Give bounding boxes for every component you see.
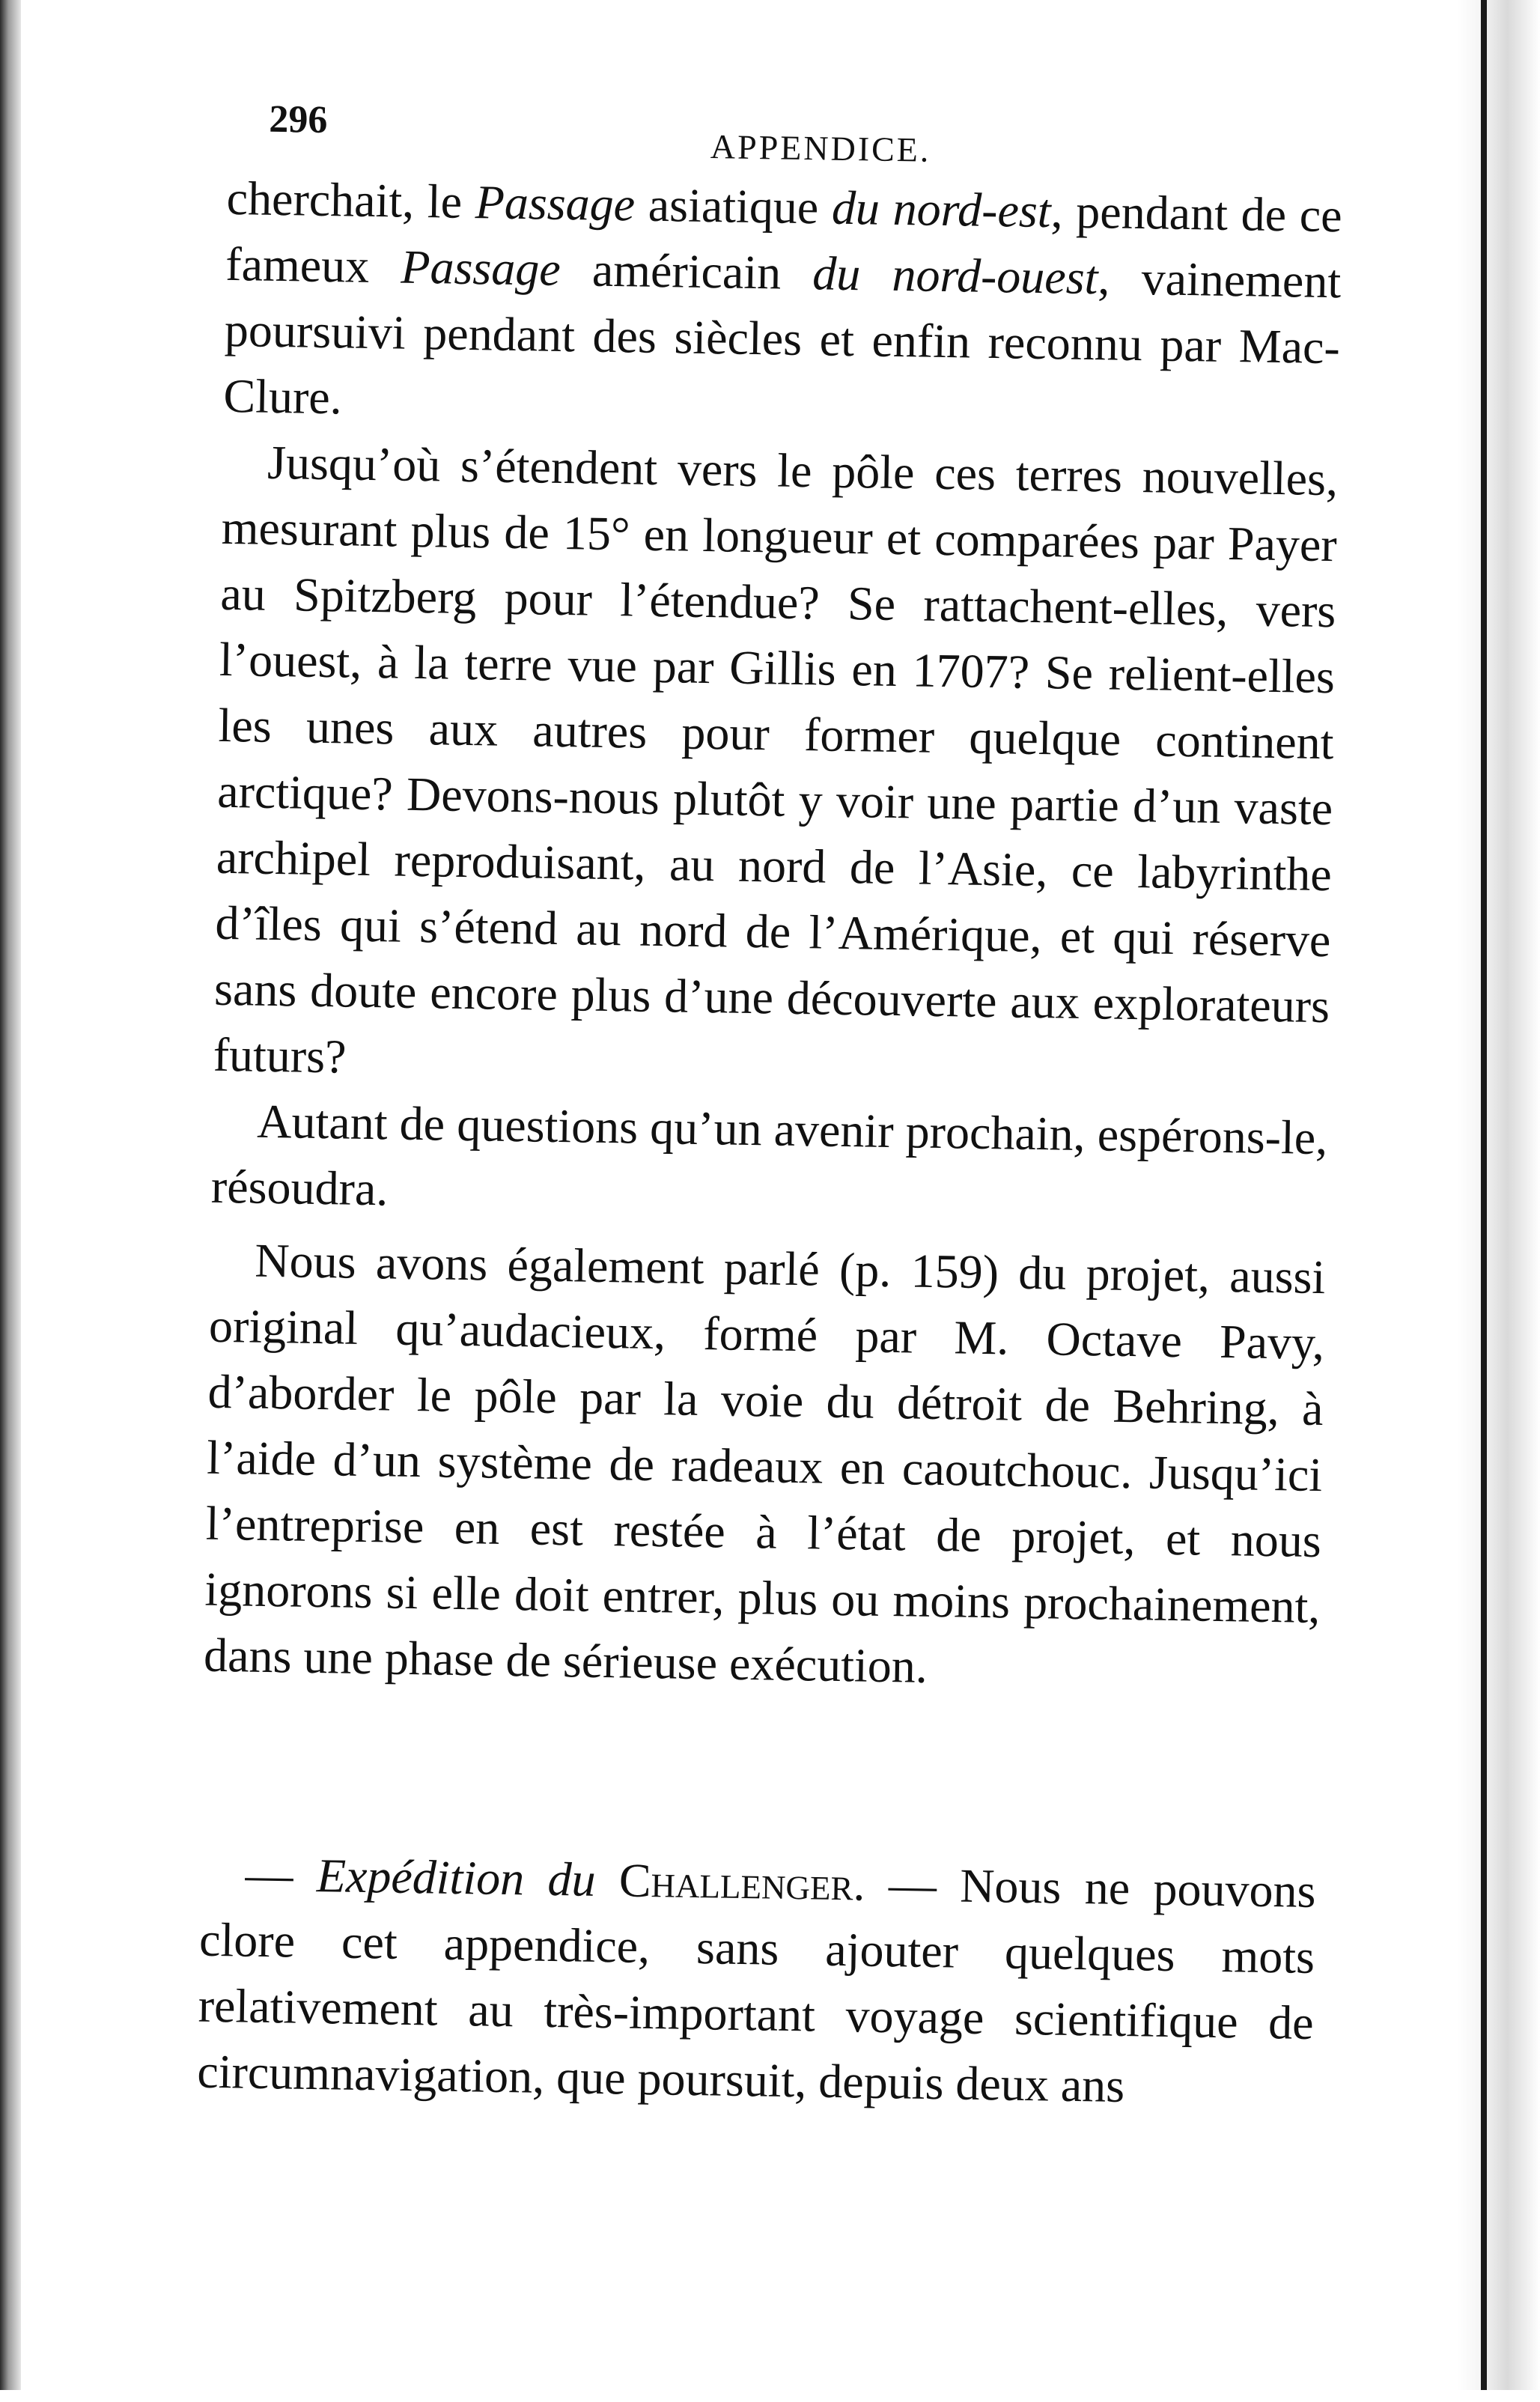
italic-run: Passage (475, 175, 636, 231)
italic-run: du nord-est (831, 180, 1052, 238)
italic-run: du nord-ouest (812, 246, 1099, 305)
paragraph-conclusion: Autant de questions qu’un avenir prochain, espérons-le, résoudra. (210, 1094, 1328, 1216)
text-run: — (245, 1847, 317, 1903)
italic-run: Expédition du (316, 1849, 597, 1906)
section-arctic-lands (210, 165, 1342, 1237)
running-head: APPENDICE. (710, 127, 931, 169)
text-run: , pendant de ce fameux (225, 184, 1343, 294)
ship-name: Challenger (618, 1853, 854, 1911)
paragraph-challenger (197, 1841, 1316, 2122)
text-run: cherchait, le (226, 171, 476, 229)
paragraph-passage (223, 165, 1342, 446)
page-number: 296 (268, 97, 328, 142)
italic-run: Passage (400, 240, 561, 296)
section-challenger (197, 1841, 1316, 2122)
section-pavy-project (203, 1227, 1325, 1706)
text-run: . — Nous ne pouvons clore cet appendice, sans ajouter quelques mots relativement au très-important voyage scientifique de circumnavigation, que poursuit, depuis deux ans (196, 1857, 1317, 2113)
paragraph-questions: Jusqu’où s’étendent vers le pôle ces terres nouvelles, mesurant plus de 15° en longueur et comparées par Payer au Spitzberg pour l’étendue? Se rattachent-elles, vers l’ouest, à la terre vue par Gillis en 1707? Se relient-elles les unes aux autres pour former quelque continent arctique? Devons-nous plutôt y voir une partie d’un vaste archipel reproduisant, au nord de l’Asie, ce labyrinthe d’îles qui s’étend au nord de l’Amérique, et qui réserve sans doute encore plus d’une découverte aux explorateurs futurs? (213, 435, 1339, 1083)
text-run: américain (560, 242, 813, 300)
text-run: , vainement poursuivi pendant des siècles et enfin reconnu par Mac-Clure. (223, 251, 1342, 425)
paragraph-pavy: Nous avons également parlé (p. 159) du projet, aussi original qu’audacieux, formé par M. Octave Pavy, d’aborder le pôle par la voie du détroit de Behring, à l’aide d’un système de radeaux en caoutchouc. Jusqu’ici l’entreprise en est restée à l’état de projet, et nous ignorons si elle doit entrer, plus ou moins prochainement, dans une phase de sérieuse exécution. (203, 1233, 1326, 1693)
text-run: asiatique (634, 177, 833, 234)
